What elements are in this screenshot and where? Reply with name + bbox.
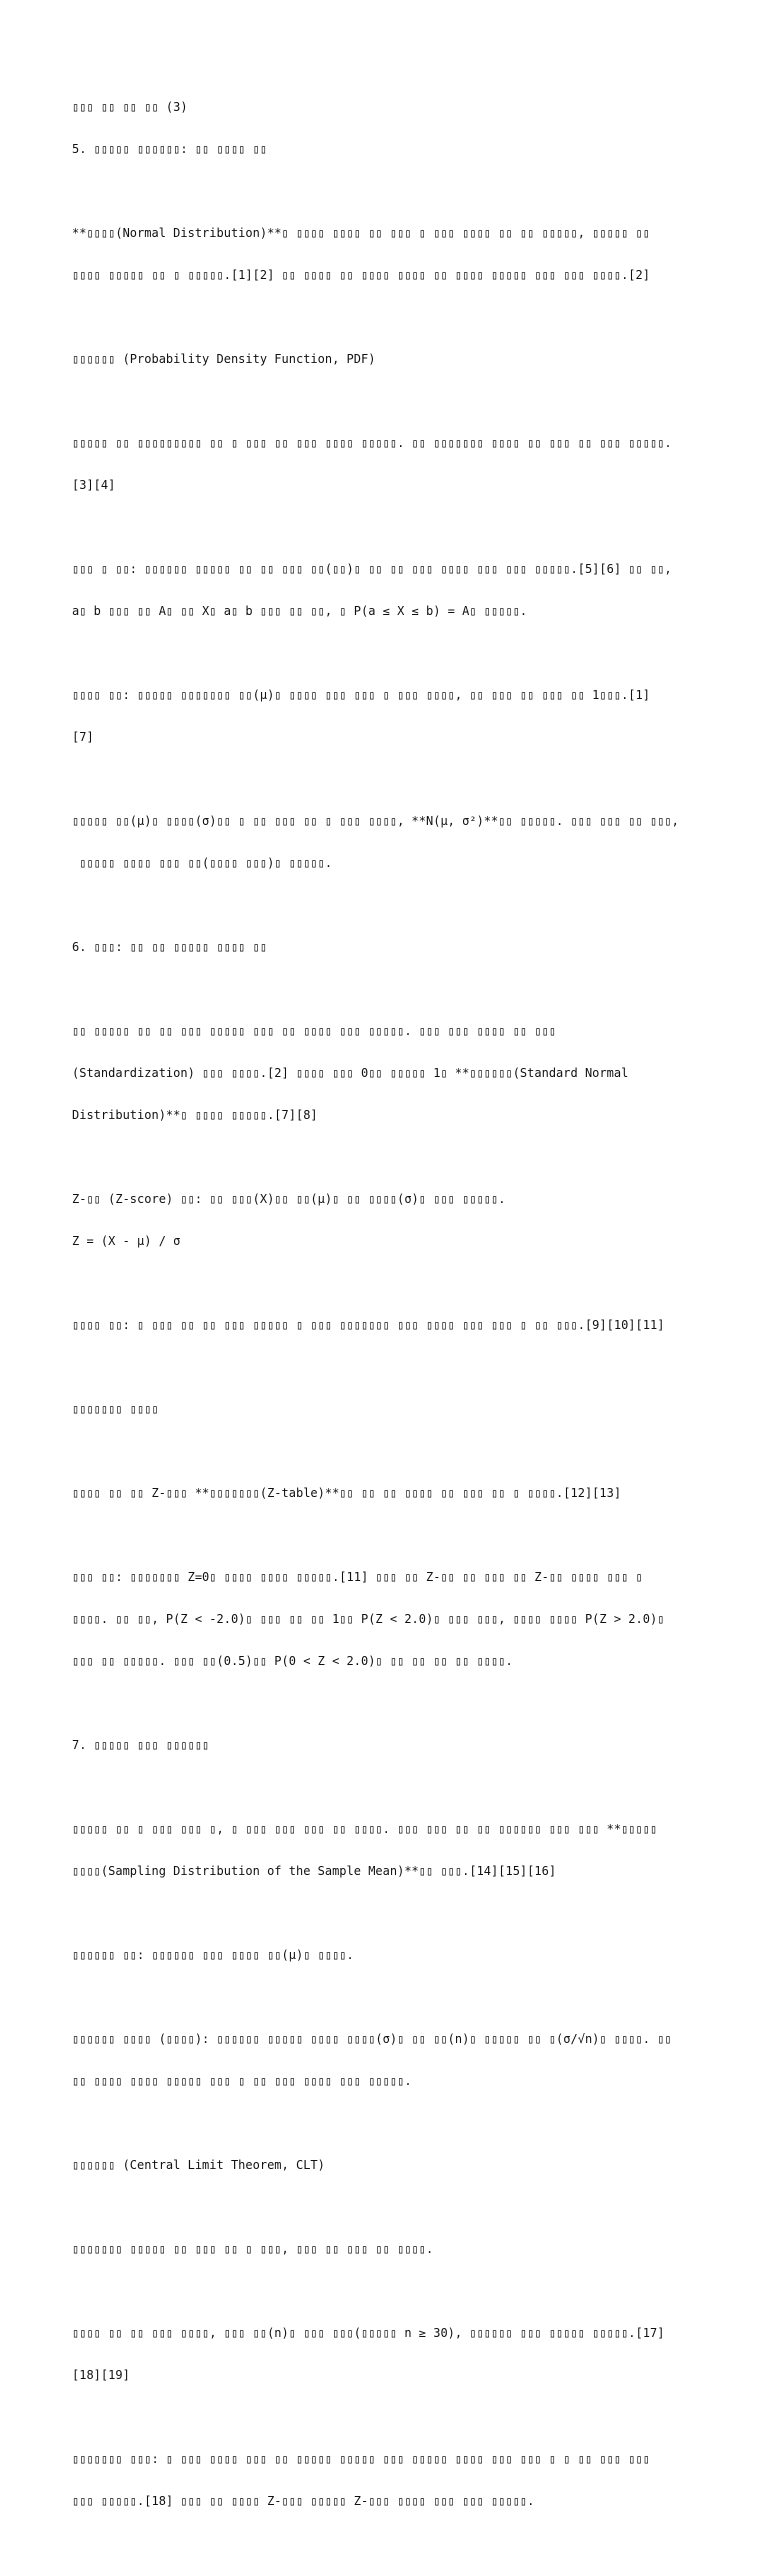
text-line: [7] xyxy=(72,730,94,744)
text-line: [18][19] xyxy=(72,2368,130,2382)
paragraph-symmetry xyxy=(72,660,702,772)
text-line: ▯▯▯▯ ▯▯ ▯▯ Z-▯▯▯ **▯▯▯▯▯▯▯(Z-table)**▯▯ ▯▯ ▯▯ ▯▯▯▯ ▯▯ ▯▯▯ ▯▯ ▯ ▯▯▯▯.[12][13] xyxy=(72,1486,622,1500)
text-line: (Standardization) ▯▯▯ ▯▯▯▯.[2] ▯▯▯▯ ▯▯▯ 0▯▯ ▯▯▯▯▯ 1▯ **▯▯▯▯▯▯(Standard Normal xyxy=(72,1066,629,1080)
paragraph-standard-error xyxy=(72,2004,702,2116)
text-line: [3][4] xyxy=(72,478,116,492)
text-line: ▯▯ ▯▯▯▯ ▯▯▯▯ ▯▯▯▯▯ ▯▯▯ ▯ ▯▯ ▯▯▯ ▯▯▯▯ ▯▯▯ ▯▯▯▯▯. xyxy=(72,2074,412,2088)
text-line: 5. ▯▯▯▯▯ ▯▯▯▯▯▯: ▯▯ ▯▯▯▯ ▯▯ xyxy=(72,142,268,156)
text-line: ▯▯▯▯▯ ▯▯ ▯ ▯▯▯ ▯▯▯ ▯, ▯ ▯▯▯ ▯▯▯ ▯▯▯ ▯▯ ▯▯▯▯. ▯▯▯ ▯▯▯ ▯▯ ▯▯ ▯▯▯▯▯▯ ▯▯▯ ▯▯▯ **▯▯▯▯▯ xyxy=(72,1822,658,1836)
paragraph-sampling-distribution xyxy=(72,1794,702,1906)
formula-line: Z = (X - μ) / σ xyxy=(72,1234,181,1248)
text-line: Z-▯▯ (Z-score) ▯▯: ▯▯ ▯▯▯(X)▯▯ ▯▯(μ)▯ ▯▯ ▯▯▯▯(σ)▯ ▯▯▯ ▯▯▯▯▯. xyxy=(72,1192,506,1206)
text-line: ▯▯▯ ▯ ▯▯: ▯▯▯▯▯▯ ▯▯▯▯▯ ▯▯ ▯▯ ▯▯▯ ▯▯(▯▯)▯ ▯▯ ▯▯ ▯▯▯ ▯▯▯▯ ▯▯▯ ▯▯▯ ▯▯▯▯▯.[5][6] ▯▯ ▯▯, xyxy=(72,562,672,576)
text-line: ▯▯▯▯▯▯ ▯▯: ▯▯▯▯▯▯ ▯▯▯ ▯▯▯▯ ▯▯(μ)▯ ▯▯▯▯. xyxy=(72,1948,354,1962)
text-line: ▯▯▯▯▯ ▯▯▯▯ ▯▯▯ ▯▯(▯▯▯▯ ▯▯▯)▯ ▯▯▯▯▯. xyxy=(72,856,333,870)
text-line: ▯▯▯▯▯▯▯ ▯▯▯▯▯ ▯▯ ▯▯▯ ▯▯ ▯ ▯▯▯, ▯▯▯ ▯▯ ▯▯▯ ▯▯ ▯▯▯▯. xyxy=(72,2242,434,2256)
section-heading-6 xyxy=(72,912,702,982)
text-line: ▯▯▯ ▯▯ ▯▯ ▯▯ (3) xyxy=(72,100,188,114)
paragraph-sample-mean xyxy=(72,1920,702,1990)
document-page xyxy=(72,72,702,2550)
text-line: ▯▯ ▯▯▯▯▯ ▯▯ ▯▯ ▯▯▯ ▯▯▯▯▯ ▯▯▯ ▯▯ ▯▯▯▯ ▯▯▯ ▯▯▯▯▯. ▯▯▯ ▯▯▯ ▯▯▯▯ ▯▯ ▯▯▯ xyxy=(72,1024,557,1038)
paragraph-z-table xyxy=(72,1458,702,1528)
text-line: ▯▯▯▯. ▯▯ ▯▯, P(Z < -2.0)▯ ▯▯▯ ▯▯ ▯▯ 1▯▯ P(Z < 2.0)▯ ▯▯▯ ▯▯▯, ▯▯▯▯ ▯▯▯▯ P(Z > 2.0)▯ xyxy=(72,1612,665,1626)
subheading-z-table xyxy=(72,1374,702,1444)
text-line: ▯▯▯▯▯▯▯ ▯▯▯: ▯ ▯▯▯ ▯▯▯▯ ▯▯▯ ▯▯ ▯▯▯▯▯ ▯▯▯▯▯ ▯▯▯ ▯▯▯▯▯ ▯▯▯▯ ▯▯▯ ▯▯▯ ▯ ▯ ▯▯ ▯▯▯ ▯▯▯ xyxy=(72,2452,650,2466)
text-line: 6. ▯▯▯: ▯▯ ▯▯ ▯▯▯▯▯ ▯▯▯▯ ▯▯ xyxy=(72,940,268,954)
text-line: ▯▯▯▯▯ ▯▯(μ)▯ ▯▯▯▯(σ)▯▯ ▯ ▯▯ ▯▯▯ ▯▯ ▯ ▯▯▯ ▯▯▯▯, **N(μ, σ²)**▯▯ ▯▯▯▯▯. ▯▯▯ ▯▯▯ ▯▯ ▯▯▯, xyxy=(72,814,679,828)
text-line: ▯▯▯▯▯ ▯▯ ▯▯▯▯▯▯▯▯▯ ▯▯ ▯ ▯▯▯ ▯▯ ▯▯▯ ▯▯▯▯ ▯▯▯▯▯. ▯▯ ▯▯▯▯▯▯▯ ▯▯▯▯ ▯▯ ▯▯▯ ▯▯ ▯▯▯ ▯▯▯▯▯. xyxy=(72,436,672,450)
paragraph-standardization xyxy=(72,996,702,1150)
paragraph-normal-distribution xyxy=(72,198,702,310)
text-line: ▯▯▯▯▯▯ ▯▯▯▯ (▯▯▯▯): ▯▯▯▯▯▯ ▯▯▯▯▯ ▯▯▯▯ ▯▯▯▯(σ)▯ ▯▯ ▯▯(n)▯ ▯▯▯▯▯ ▯▯ ▯(σ/√n)▯ ▯▯▯▯. ▯▯ xyxy=(72,2032,672,2046)
paragraph-z-meaning xyxy=(72,1290,702,1360)
text-line: ▯▯▯▯▯▯ (Probability Density Function, PDF) xyxy=(72,352,376,366)
paragraph-z-score xyxy=(72,1164,702,1276)
paragraph-pdf xyxy=(72,408,702,520)
text-line: ▯▯▯▯ ▯▯: ▯ ▯▯▯ ▯▯ ▯▯ ▯▯▯ ▯▯▯▯▯ ▯ ▯▯▯ ▯▯▯▯▯▯▯ ▯▯▯ ▯▯▯▯ ▯▯▯ ▯▯▯ ▯ ▯▯ ▯▯▯.[9][10][11] xyxy=(72,1318,665,1332)
text-line: **▯▯▯▯(Normal Distribution)**▯ ▯▯▯▯ ▯▯▯▯ ▯▯ ▯▯▯ ▯ ▯▯▯ ▯▯▯▯ ▯▯ ▯▯ ▯▯▯▯▯, ▯▯▯▯▯ ▯▯ xyxy=(72,226,650,240)
paragraph-z-table-usage xyxy=(72,1542,702,1696)
paragraph-parameters xyxy=(72,786,702,898)
text-line: ▯▯▯▯▯▯▯ ▯▯▯▯ xyxy=(72,1402,159,1416)
paragraph-area-probability xyxy=(72,534,702,646)
text-line: ▯▯▯▯ ▯▯: ▯▯▯▯▯ ▯▯▯▯▯▯▯ ▯▯(μ)▯ ▯▯▯▯ ▯▯▯ ▯▯▯ ▯ ▯▯▯ ▯▯▯▯, ▯▯ ▯▯▯ ▯▯ ▯▯▯ ▯▯ 1▯▯▯.[1] xyxy=(72,688,650,702)
text-line: ▯▯▯ ▯▯: ▯▯▯▯▯▯▯ Z=0▯ ▯▯▯▯ ▯▯▯▯ ▯▯▯▯▯.[11] ▯▯▯ ▯▯ Z-▯▯ ▯▯ ▯▯▯ ▯▯ Z-▯▯ ▯▯▯▯ ▯▯▯ ▯ xyxy=(72,1570,643,1584)
text-line: ▯▯▯ ▯▯ ▯▯▯▯▯. ▯▯▯ ▯▯(0.5)▯▯ P(0 < Z < 2.0)▯ ▯▯ ▯▯ ▯▯ ▯▯ ▯▯▯▯. xyxy=(72,1654,513,1668)
subheading-pdf xyxy=(72,324,702,394)
subheading-clt xyxy=(72,2130,702,2200)
text-line: ▯▯▯▯▯▯ (Central Limit Theorem, CLT) xyxy=(72,2158,325,2172)
paragraph-clt-intro xyxy=(72,2214,702,2284)
paragraph-clt-statement xyxy=(72,2298,702,2410)
text-line: a▯ b ▯▯▯ ▯▯ A▯ ▯▯ X▯ a▯ b ▯▯▯ ▯▯ ▯▯, ▯ P(a ≤ X ≤ b) = A▯ ▯▯▯▯▯. xyxy=(72,604,528,618)
section-heading-5 xyxy=(72,72,702,184)
paragraph-clt-importance xyxy=(72,2424,702,2536)
text-line: 7. ▯▯▯▯▯ ▯▯▯ ▯▯▯▯▯▯ xyxy=(72,1738,210,1752)
section-heading-7 xyxy=(72,1710,702,1780)
text-line: Distribution)**▯ ▯▯▯▯ ▯▯▯▯▯.[7][8] xyxy=(72,1108,318,1122)
text-line: ▯▯▯▯ ▯▯ ▯▯ ▯▯▯ ▯▯▯▯, ▯▯▯ ▯▯(n)▯ ▯▯▯ ▯▯▯(▯▯▯▯▯ n ≥ 30), ▯▯▯▯▯▯ ▯▯▯ ▯▯▯▯▯ ▯▯▯▯▯.[17] xyxy=(72,2326,665,2340)
text-line: ▯▯▯ ▯▯▯▯▯.[18] ▯▯▯ ▯▯ ▯▯▯▯ Z-▯▯▯ ▯▯▯▯▯ Z-▯▯▯ ▯▯▯▯ ▯▯▯ ▯▯▯ ▯▯▯▯▯. xyxy=(72,2494,535,2508)
text-line: ▯▯▯▯(Sampling Distribution of the Sample Mean)**▯▯ ▯▯▯.[14][15][16] xyxy=(72,1864,557,1878)
text-line: ▯▯▯▯ ▯▯▯▯▯ ▯▯ ▯ ▯▯▯▯▯.[1][2] ▯▯ ▯▯▯▯ ▯▯ ▯▯▯▯ ▯▯▯▯ ▯▯ ▯▯▯▯ ▯▯▯▯▯ ▯▯▯ ▯▯▯ ▯▯▯▯.[2] xyxy=(72,268,650,282)
